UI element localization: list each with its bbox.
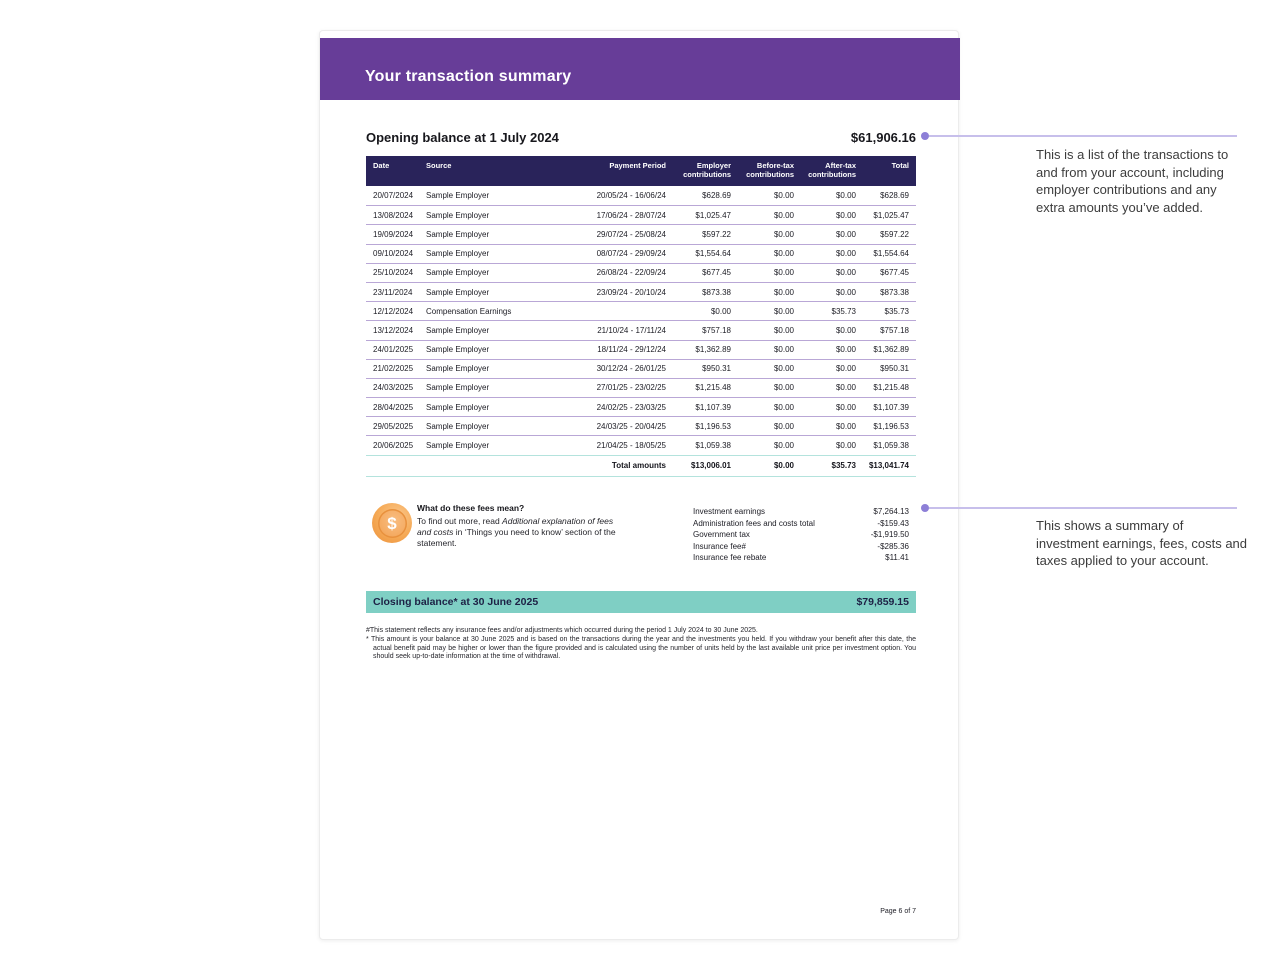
footnotes xyxy=(366,627,916,662)
cell-after: $0.00 xyxy=(835,421,856,431)
header-source: Source xyxy=(426,161,452,170)
cell-total: $873.38 xyxy=(880,287,909,297)
cell-date: 09/10/2024 xyxy=(373,249,414,259)
table-row xyxy=(366,397,916,416)
section-title: Your transaction summary xyxy=(365,68,572,85)
cell-before: $0.00 xyxy=(773,268,794,278)
cell-after: $0.00 xyxy=(835,268,856,278)
cell-date: 12/12/2024 xyxy=(373,306,414,316)
cell-after: $0.00 xyxy=(835,325,856,335)
cell-after: $0.00 xyxy=(835,345,856,355)
cell-after: $0.00 xyxy=(835,287,856,297)
cell-period: 24/03/25 - 20/04/25 xyxy=(596,421,666,431)
cell-source: Sample Employer xyxy=(426,402,490,412)
fee-summary-row xyxy=(693,541,909,553)
cell-period: 23/09/24 - 20/10/24 xyxy=(596,287,666,297)
cell-before: $0.00 xyxy=(773,325,794,335)
dollar-coin-icon xyxy=(372,503,412,543)
connector-line-transactions xyxy=(929,135,1237,137)
fee-value: $7,264.13 xyxy=(873,507,909,516)
cell-total: $1,107.39 xyxy=(873,402,909,412)
fees-explainer xyxy=(417,503,622,549)
cell-total: $677.45 xyxy=(880,268,909,278)
cell-period: 29/07/24 - 25/08/24 xyxy=(596,229,666,239)
fee-label: Administration fees and costs total xyxy=(693,518,815,528)
cell-source: Sample Employer xyxy=(426,421,490,431)
cell-employer: $757.18 xyxy=(702,325,731,335)
header-total: Total xyxy=(891,161,909,170)
fees-explainer-body xyxy=(417,516,622,549)
cell-source: Sample Employer xyxy=(426,364,490,374)
fees-body-suffix: in ‘Things you need to know’ section of the statement. xyxy=(417,527,616,548)
connector-dot-summary xyxy=(921,504,929,512)
cell-after: $0.00 xyxy=(835,383,856,393)
table-header-row xyxy=(366,156,916,186)
total-employer-value: $13,006.01 xyxy=(690,461,731,471)
table-total-row xyxy=(366,455,916,477)
cell-date: 13/08/2024 xyxy=(373,210,414,220)
cell-after: $0.00 xyxy=(835,191,856,201)
cell-before: $0.00 xyxy=(773,229,794,239)
fee-value: $11.41 xyxy=(885,553,909,562)
cell-before: $0.00 xyxy=(773,402,794,412)
fee-value: -$285.36 xyxy=(877,541,909,551)
table-body xyxy=(366,186,916,455)
table-row xyxy=(366,340,916,359)
cell-source: Sample Employer xyxy=(426,191,490,201)
cell-total: $1,554.64 xyxy=(873,249,909,259)
cell-total: $1,362.89 xyxy=(873,345,909,355)
cell-employer: $1,554.64 xyxy=(695,249,731,259)
cell-date: 13/12/2024 xyxy=(373,325,414,335)
closing-balance-label: Closing balance* at 30 June 2025 xyxy=(373,596,539,608)
cell-date: 19/09/2024 xyxy=(373,229,414,239)
cell-before: $0.00 xyxy=(773,306,794,316)
fee-summary-list xyxy=(693,506,909,564)
fees-body-italic: Additional explanation of fees and costs xyxy=(417,516,614,537)
cell-after: $0.00 xyxy=(835,229,856,239)
fee-value: -$159.43 xyxy=(877,518,909,528)
cell-date: 20/06/2025 xyxy=(373,441,414,451)
cell-date: 24/03/2025 xyxy=(373,383,414,393)
opening-balance-label: Opening balance at 1 July 2024 xyxy=(366,130,559,145)
cell-employer: $1,196.53 xyxy=(695,421,731,431)
annotation-summary: This shows a summary of investment earnings, fees, costs and taxes applied to your account. xyxy=(1036,518,1248,568)
cell-total: $1,059.38 xyxy=(873,441,909,451)
fee-value: -$1,919.50 xyxy=(870,530,909,539)
cell-total: $35.73 xyxy=(884,306,909,316)
page-number: Page 6 of 7 xyxy=(880,908,916,915)
fee-label: Government tax xyxy=(693,530,750,539)
footnote: #This statement reflects any insurance fees and/or adjustments which occurred during the period 1 July 2024 to 30 June 2025. xyxy=(366,627,758,634)
cell-period: 08/07/24 - 29/09/24 xyxy=(596,249,666,259)
cell-date: 28/04/2025 xyxy=(373,402,414,412)
cell-date: 25/10/2024 xyxy=(373,268,414,278)
cell-date: 29/05/2025 xyxy=(373,421,414,431)
table-row xyxy=(366,435,916,454)
cell-after: $0.00 xyxy=(835,249,856,259)
cell-period: 21/10/24 - 17/11/24 xyxy=(597,325,666,335)
cell-source: Sample Employer xyxy=(426,345,490,355)
cell-after: $0.00 xyxy=(835,441,856,451)
dollar-glyph: $ xyxy=(387,513,397,533)
table-row xyxy=(366,359,916,378)
table-row xyxy=(366,244,916,263)
fee-label: Insurance fee# xyxy=(693,541,746,551)
cell-period: 17/06/24 - 28/07/24 xyxy=(596,210,666,220)
cell-employer: $628.69 xyxy=(702,191,731,201)
cell-employer: $1,362.89 xyxy=(695,345,731,355)
cell-total: $1,196.53 xyxy=(873,421,909,431)
table-row xyxy=(366,378,916,397)
cell-after: $0.00 xyxy=(835,402,856,412)
table-row xyxy=(366,301,916,320)
total-amounts-label: Total amounts xyxy=(611,461,666,471)
cell-employer: $597.22 xyxy=(702,229,731,239)
fee-summary-row xyxy=(693,506,909,518)
cell-period: 26/08/24 - 22/09/24 xyxy=(596,268,666,278)
cell-before: $0.00 xyxy=(773,364,794,374)
cell-employer: $950.31 xyxy=(702,364,731,374)
cell-period: 20/05/24 - 16/06/24 xyxy=(596,191,666,201)
fee-label: Insurance fee rebate xyxy=(693,553,767,562)
fees-body-prefix: To find out more, read xyxy=(417,516,503,526)
cell-source: Sample Employer xyxy=(426,249,490,259)
connector-line-summary xyxy=(929,507,1237,509)
total-grand-value: $13,041.74 xyxy=(868,461,909,471)
table-row xyxy=(366,416,916,435)
table-row xyxy=(366,320,916,339)
fee-summary-row xyxy=(693,518,909,530)
cell-source: Sample Employer xyxy=(426,441,490,451)
header-after-tax-contributions: After-tax contributions xyxy=(808,161,856,179)
fees-explainer-heading: What do these fees mean? xyxy=(417,503,525,513)
cell-before: $0.00 xyxy=(773,191,794,201)
cell-total: $597.22 xyxy=(880,229,909,239)
cell-employer: $0.00 xyxy=(710,306,731,316)
table-row xyxy=(366,224,916,243)
cell-before: $0.00 xyxy=(773,249,794,259)
cell-before: $0.00 xyxy=(773,421,794,431)
header-before-tax-contributions: Before-tax contributions xyxy=(746,161,794,179)
cell-source: Sample Employer xyxy=(426,287,490,297)
cell-date: 24/01/2025 xyxy=(373,345,414,355)
connector-dot-transactions xyxy=(921,132,929,140)
cell-date: 21/02/2025 xyxy=(373,364,414,374)
dollar-coin-inner xyxy=(378,509,407,538)
cell-employer: $1,059.38 xyxy=(695,441,731,451)
table-row xyxy=(366,186,916,205)
cell-source: Sample Employer xyxy=(426,383,490,393)
cell-source: Sample Employer xyxy=(426,210,490,220)
opening-balance-row xyxy=(366,130,916,145)
table-row xyxy=(366,263,916,282)
cell-source: Compensation Earnings xyxy=(426,306,512,316)
cell-total: $1,215.48 xyxy=(873,383,909,393)
cell-period: 18/11/24 - 29/12/24 xyxy=(597,345,666,355)
cell-date: 23/11/2024 xyxy=(373,287,413,297)
cell-period: 30/12/24 - 26/01/25 xyxy=(596,364,666,374)
cell-date: 20/07/2024 xyxy=(373,191,414,201)
fee-label: Investment earnings xyxy=(693,507,766,516)
cell-after: $0.00 xyxy=(835,364,856,374)
transactions-table xyxy=(366,156,916,477)
cell-period: 24/02/25 - 23/03/25 xyxy=(596,402,666,412)
cell-employer: $1,215.48 xyxy=(695,383,731,393)
cell-before: $0.00 xyxy=(773,210,794,220)
cell-before: $0.00 xyxy=(773,345,794,355)
table-row xyxy=(366,205,916,224)
closing-balance-value: $79,859.15 xyxy=(856,596,909,608)
fee-summary-row xyxy=(693,529,909,541)
total-before-tax-value: $0.00 xyxy=(773,461,794,471)
footnote: * This amount is your balance at 30 June 2025 and is based on the transactions during the year and the investments you held. If you withdraw your benefit after this date, the actual benefit paid may be higher or lower than the figure provided and is calculated using the number of units held by the last available unit price per investment option. You should seek up-to-date information at the time of withdrawal. xyxy=(366,635,916,661)
cell-employer: $1,025.47 xyxy=(695,210,731,220)
annotation-transactions: This is a list of the transactions to and from your account, including employer contributions and any extra amounts you’ve added. xyxy=(1036,147,1229,215)
table-row xyxy=(366,282,916,301)
header-employer-contributions: Employer contributions xyxy=(683,161,731,179)
cell-total: $1,025.47 xyxy=(873,210,909,220)
cell-before: $0.00 xyxy=(773,287,794,297)
cell-total: $757.18 xyxy=(880,325,909,335)
statement-page xyxy=(319,30,959,940)
cell-employer: $873.38 xyxy=(702,287,731,297)
cell-source: Sample Employer xyxy=(426,268,490,278)
closing-balance-bar xyxy=(366,591,916,613)
header-payment-period: Payment Period xyxy=(609,161,666,170)
cell-total: $628.69 xyxy=(880,191,909,201)
cell-after: $35.73 xyxy=(831,306,856,316)
cell-after: $0.00 xyxy=(835,210,856,220)
header-date: Date xyxy=(373,161,390,170)
cell-period: 21/04/25 - 18/05/25 xyxy=(596,441,666,451)
total-after-tax-value: $35.73 xyxy=(831,461,856,471)
cell-source: Sample Employer xyxy=(426,325,490,335)
cell-employer: $677.45 xyxy=(702,268,731,278)
cell-employer: $1,107.39 xyxy=(695,402,731,412)
section-banner xyxy=(320,38,960,100)
opening-balance-value: $61,906.16 xyxy=(850,130,916,145)
cell-source: Sample Employer xyxy=(426,229,490,239)
cell-before: $0.00 xyxy=(773,383,794,393)
cell-before: $0.00 xyxy=(773,441,794,451)
cell-total: $950.31 xyxy=(880,364,909,374)
cell-period: 27/01/25 - 23/02/25 xyxy=(596,383,666,393)
fee-summary-row xyxy=(693,552,909,564)
